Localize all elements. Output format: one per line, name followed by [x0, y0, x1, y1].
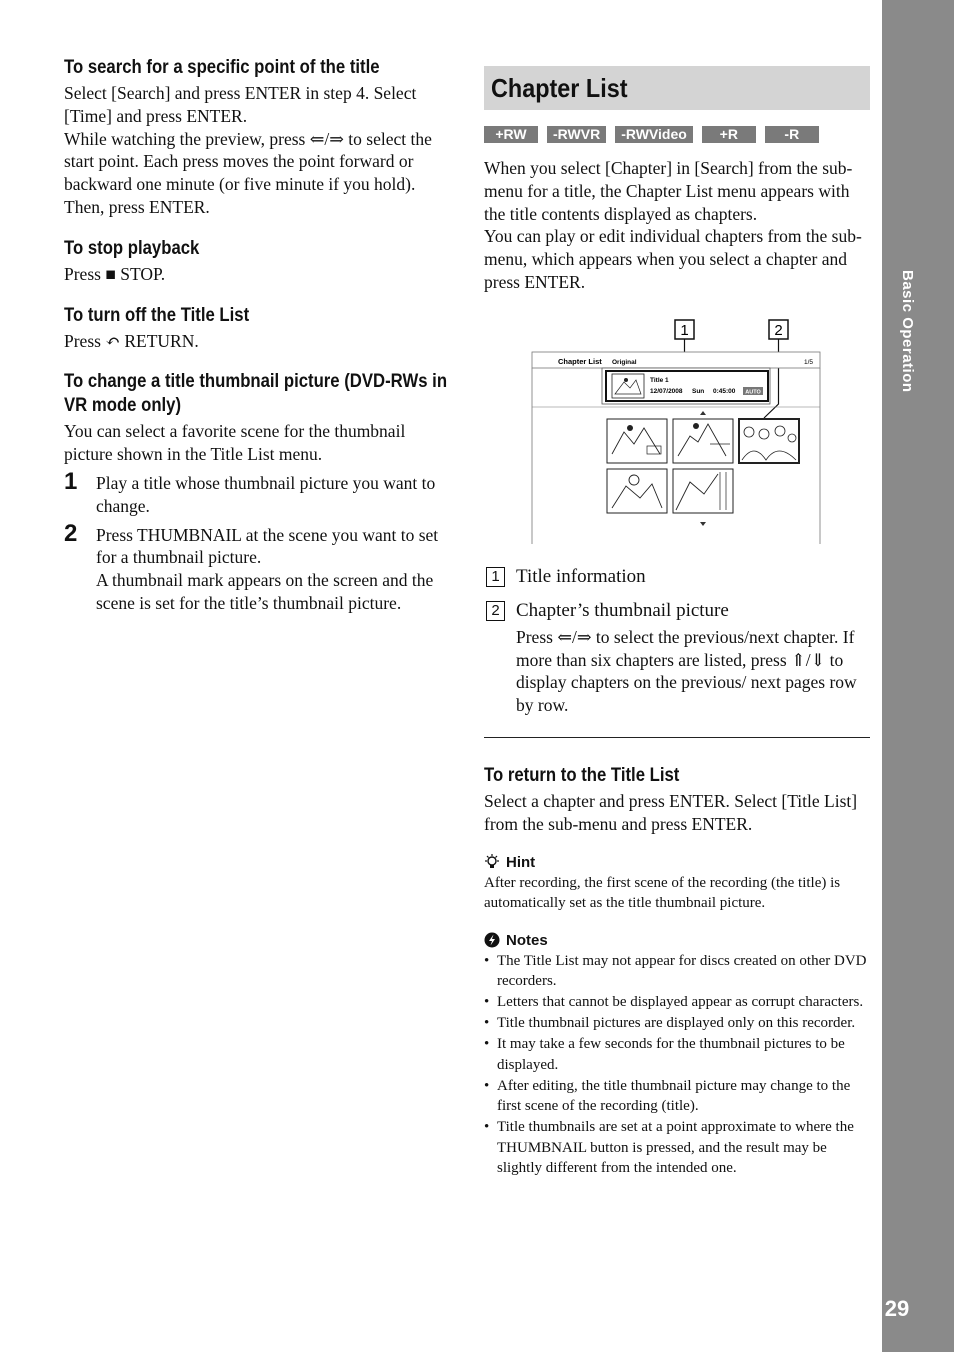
- section-divider: [484, 737, 870, 738]
- badge-rw-vr: -RWVR: [547, 126, 606, 143]
- step-1: [64, 467, 448, 518]
- notes-icon: [484, 932, 500, 948]
- note-item: • Title thumbnails are set at a point approximate to where the THUMBNAIL button is pressed, and the result may be slightly different from the intended one.: [484, 1117, 870, 1179]
- notes-title: Notes: [484, 932, 870, 949]
- turn-off-body: Press ↶ RETURN.: [64, 330, 199, 351]
- diagram-legend: [484, 564, 870, 717]
- step-text-2: A thumbnail mark appears on the screen and the scene is set for the title’s thumbnail picture.: [96, 570, 434, 613]
- stop-section: [64, 237, 448, 286]
- step-number: 1: [64, 467, 78, 495]
- search-body-2: While watching the preview, press ⇐/⇒ to select the start point. Each press moves the point forward or backward one minute (or five minute if you hold). Then, press ENTER.: [64, 128, 432, 217]
- side-tab-label: Basic Operation: [899, 270, 916, 393]
- screen-title: Chapter List: [558, 356, 602, 366]
- chapter-thumbnail-5[interactable]: [673, 469, 733, 513]
- screen-subtitle: Original: [612, 358, 637, 366]
- callout-2-label: 2: [774, 321, 783, 339]
- legend-item-2: [484, 598, 870, 717]
- badge-plus-rw: +RW: [484, 126, 538, 143]
- intro-paragraph-1: When you select [Chapter] in [Search] from the sub-menu for a title, the Chapter List menu appears with the title contents displayed as chapters.: [484, 158, 853, 224]
- return-heading: To return to the Title List: [484, 764, 680, 786]
- badge-minus-r: -R: [765, 126, 819, 143]
- lightbulb-icon: [484, 854, 500, 870]
- callout-1-label: 1: [680, 321, 689, 339]
- thumbnail-heading: To change a title thumbnail picture (DVD-RWs in VR mode only): [64, 371, 448, 417]
- step-text: Press THUMBNAIL at the scene you want to set for a thumbnail picture.: [96, 524, 439, 568]
- disc-badges: [484, 126, 870, 143]
- stop-heading: To stop playback: [64, 237, 200, 259]
- thumbnail-body: You can select a favorite scene for the thumbnail picture shown in the Title List menu.: [64, 421, 406, 465]
- note-item: • After editing, the title thumbnail picture may change to the first scene of the recording (title).: [484, 1076, 870, 1117]
- badge-plus-r: +R: [702, 126, 756, 143]
- step-text: Play a title whose thumbnail picture you want to change.: [96, 472, 436, 516]
- search-body: Select [Search] and press ENTER in step 4. Select [Time] and press ENTER.: [64, 83, 417, 126]
- legend-label: Chapter’s thumbnail picture: [516, 599, 729, 621]
- turn-off-heading: To turn off the Title List: [64, 304, 250, 326]
- return-body: Select a chapter and press ENTER. Select [Title List] from the sub-menu and press ENTER.: [484, 790, 858, 834]
- title-name: Title 1: [650, 376, 669, 384]
- legend-item-1: [484, 564, 870, 590]
- search-section: [64, 56, 448, 219]
- legend-number: 2: [486, 601, 505, 621]
- note-item: • Title thumbnail pictures are displayed only on this recorder.: [484, 1013, 870, 1034]
- hint-body: After recording, the first scene of the recording (the title) is automatically set as the title thumbnail picture.: [484, 874, 841, 912]
- search-heading: To search for a specific point of the title: [64, 57, 380, 78]
- chapter-list-diagram: [484, 314, 870, 544]
- step-2: [64, 519, 448, 615]
- intro-paragraph-2: You can play or edit individual chapters from the sub-menu, which appears when you select a chapter and press ENTER.: [484, 226, 862, 292]
- hint-title: Hint: [484, 854, 870, 871]
- legend-description: Press ⇐/⇒ to select the previous/next chapter. If more than six chapters are listed, press ⇑/⇓ to display chapters on the previous/ next pages row by row.: [516, 626, 857, 716]
- chapter-thumbnail-2[interactable]: [673, 419, 733, 463]
- scroll-up-icon[interactable]: [700, 411, 706, 415]
- diagram-svg: [484, 314, 870, 544]
- return-section: [484, 764, 870, 836]
- thumbnail-section: [64, 370, 448, 614]
- legend-label: Title information: [516, 565, 646, 587]
- note-item: • It may take a few seconds for the thumbnail pictures to be displayed.: [484, 1034, 870, 1075]
- side-tab: [882, 0, 954, 1352]
- right-column: [484, 66, 870, 1179]
- title-day: Sun: [692, 387, 705, 395]
- chapter-list-heading: Chapter List: [484, 66, 870, 110]
- title-time: 0:45:00: [713, 387, 736, 395]
- scroll-down-icon[interactable]: [700, 522, 706, 526]
- left-column: [64, 56, 448, 633]
- chapter-thumbnail-1[interactable]: [607, 419, 667, 463]
- step-number: 2: [64, 519, 78, 547]
- note-item: • Letters that cannot be displayed appear as corrupt characters.: [484, 992, 870, 1013]
- legend-number: 1: [486, 567, 505, 587]
- svg-text:AUTO: AUTO: [745, 389, 761, 396]
- note-item: • The Title List may not appear for discs created on other DVD recorders.: [484, 951, 870, 992]
- turn-off-section: [64, 304, 448, 353]
- stop-body: Press ■ STOP.: [64, 263, 166, 284]
- page-number: 29: [884, 1296, 910, 1321]
- title-date: 12/07/2008: [650, 387, 683, 395]
- notes-list: [484, 951, 870, 1179]
- badge-rw-video: -RWVideo: [615, 126, 693, 143]
- screen-page: 1/5: [804, 358, 814, 366]
